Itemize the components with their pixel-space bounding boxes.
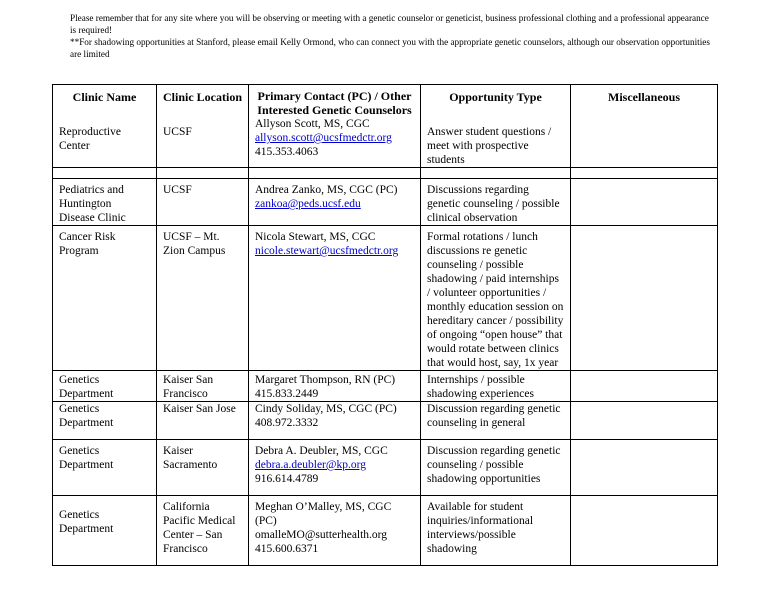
cell-contact xyxy=(249,440,421,496)
table-header-row xyxy=(53,85,718,118)
contact-phone: 415.833.2449 xyxy=(255,388,319,400)
header-opportunity-type: Opportunity Type xyxy=(421,85,571,118)
cell-clinic: Reproductive Center xyxy=(53,117,157,168)
spacer-row xyxy=(53,168,718,179)
cell-opportunity: Discussion regarding genetic counseling / possible shadowing opportunities xyxy=(421,440,571,496)
contact-name: Nicola Stewart, MS, CGC xyxy=(255,231,376,243)
table-row xyxy=(53,117,718,168)
cell-opportunity: Formal rotations / lunch discussions re genetic counseling / possible shadowing / paid internships / volunteer opportunities / monthly education session on hereditary cancer / possibility of ongoing “open house” that would rotate between clinics that would host, say, 1x year xyxy=(421,226,571,371)
table-row xyxy=(53,179,718,226)
cell-location: Kaiser San Francisco xyxy=(157,371,249,402)
cell-opportunity: Answer student questions / meet with prospective students xyxy=(421,117,571,168)
contact-email-link[interactable]: debra.a.deubler@kp.org xyxy=(255,459,366,471)
cell-misc xyxy=(571,179,718,226)
contact-email: omalleMO@sutterhealth.org xyxy=(255,529,388,541)
table-row xyxy=(53,402,718,440)
contact-email-link[interactable]: nicole.stewart@ucsfmedctr.org xyxy=(255,245,399,257)
instructions-note xyxy=(70,12,710,60)
table-row xyxy=(53,226,718,371)
cell-location: UCSF xyxy=(157,117,249,168)
cell-clinic: Genetics Department xyxy=(53,496,157,566)
cell-location: California Pacific Medical Center – San Francisco xyxy=(157,496,249,566)
cell-opportunity: Discussion regarding genetic counseling in general xyxy=(421,402,571,440)
contact-name: Cindy Soliday, MS, CGC (PC) xyxy=(255,403,397,415)
cell-opportunity: Discussions regarding genetic counseling / possible clinical observation xyxy=(421,179,571,226)
contact-name: Meghan O’Malley, MS, CGC (PC) xyxy=(255,501,392,527)
table-row xyxy=(53,371,718,402)
contact-name: Margaret Thompson, RN (PC) xyxy=(255,374,396,386)
contact-name: Andrea Zanko, MS, CGC (PC) xyxy=(255,184,398,196)
cell-clinic: Genetics Department xyxy=(53,371,157,402)
cell-misc xyxy=(571,117,718,168)
note-clothing: Please remember that for any site where you will be observing or meeting with a genetic counselor or geneticist, business professional clothing and a professional appearance is required! xyxy=(70,13,709,35)
cell-location: UCSF – Mt. Zion Campus xyxy=(157,226,249,371)
contact-phone: 408.972.3332 xyxy=(255,417,319,429)
cell-clinic: Genetics Department xyxy=(53,440,157,496)
cell-clinic: Cancer Risk Program xyxy=(53,226,157,371)
cell-misc xyxy=(571,496,718,566)
cell-opportunity: Internships / possible shadowing experiences xyxy=(421,371,571,402)
header-primary-contact: Primary Contact (PC) / Other Interested Genetic Counselors xyxy=(249,85,421,118)
contact-phone: 415.353.4063 xyxy=(255,146,319,158)
cell-contact xyxy=(249,117,421,168)
header-clinic-name: Clinic Name xyxy=(53,85,157,118)
contact-phone: 916.614.4789 xyxy=(255,473,319,485)
table-row xyxy=(53,440,718,496)
cell-clinic: Pediatrics and Huntington Disease Clinic xyxy=(53,179,157,226)
contact-name: Debra A. Deubler, MS, CGC xyxy=(255,445,388,457)
header-miscellaneous: Miscellaneous xyxy=(571,85,718,118)
cell-clinic: Genetics Department xyxy=(53,402,157,440)
cell-misc xyxy=(571,226,718,371)
opportunities-table xyxy=(52,84,718,566)
cell-misc xyxy=(571,440,718,496)
contact-name: Allyson Scott, MS, CGC xyxy=(255,118,370,130)
contact-email-link[interactable]: allyson.scott@ucsfmedctr.org xyxy=(255,132,392,144)
cell-misc xyxy=(571,402,718,440)
cell-contact xyxy=(249,402,421,440)
header-clinic-location: Clinic Location xyxy=(157,85,249,118)
note-stanford: **For shadowing opportunities at Stanford, please email Kelly Ormond, who can connect you with the appropriate genetic counselors, although our observation opportunities are limited xyxy=(70,37,710,59)
cell-contact xyxy=(249,371,421,402)
cell-contact xyxy=(249,179,421,226)
cell-location: Kaiser San Jose xyxy=(157,402,249,440)
cell-location: UCSF xyxy=(157,179,249,226)
cell-misc xyxy=(571,371,718,402)
cell-opportunity: Available for student inquiries/informational interviews/possible shadowing xyxy=(421,496,571,566)
cell-location: Kaiser Sacramento xyxy=(157,440,249,496)
table-row xyxy=(53,496,718,566)
cell-contact xyxy=(249,226,421,371)
contact-phone: 415.600.6371 xyxy=(255,543,319,555)
contact-email-link[interactable]: zankoa@peds.ucsf.edu xyxy=(255,198,361,210)
cell-contact xyxy=(249,496,421,566)
